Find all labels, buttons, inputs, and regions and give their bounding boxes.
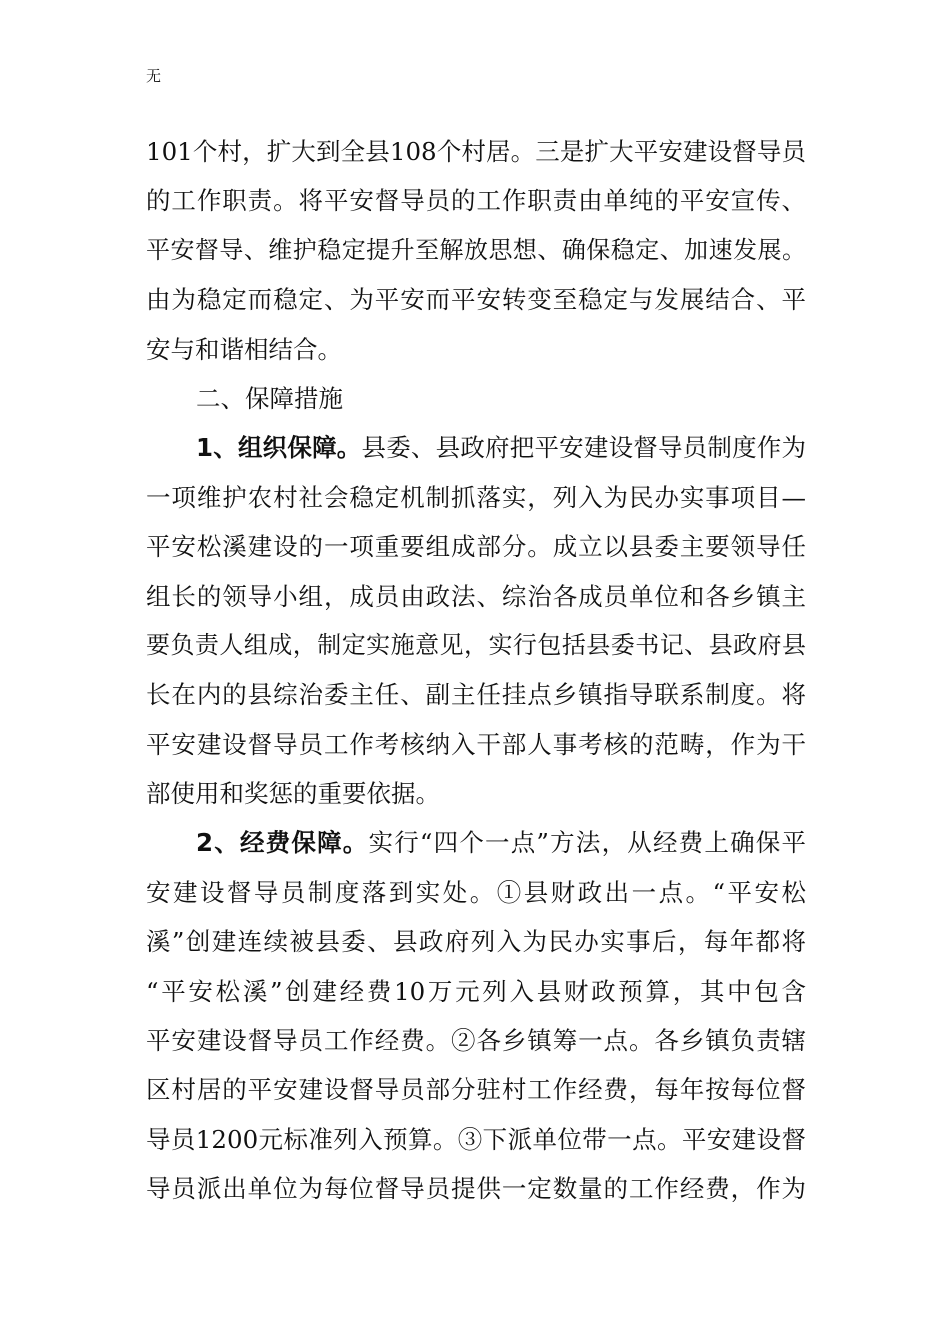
body-line: 平安建设督导员工作考核纳入干部人事考核的范畴，作为干 bbox=[146, 729, 806, 759]
body-line: 区村居的平安建设督导员部分驻村工作经费，每年按每位督 bbox=[146, 1075, 806, 1105]
body-line: 导员派出单位为每位督导员提供一定数量的工作经费，作为 bbox=[146, 1174, 806, 1204]
paragraph-first-line bbox=[146, 423, 806, 472]
body-line: 导员1200元标准列入预算。③下派单位带一点。平安建设督 bbox=[146, 1124, 806, 1154]
body-line: 要负责人组成，制定实施意见，实行包括县委书记、县政府县 bbox=[146, 630, 806, 659]
body-line: 长在内的县综治委主任、副主任挂点乡镇指导联系制度。将 bbox=[146, 680, 806, 710]
body-line: 溪”创建连续被县委、县政府列入为民办实事后，每年都将 bbox=[146, 927, 806, 957]
paragraph-lead: 1、组织保障。 bbox=[196, 433, 362, 463]
body-line: “平安松溪”创建经费10万元列入县财政预算，其中包含 bbox=[146, 976, 806, 1006]
body-line: 一项维护农村社会稳定机制抓落实，列入为民办实事项目— bbox=[146, 482, 806, 512]
body-line: 组长的领导小组，成员由政法、综治各成员单位和各乡镇主 bbox=[146, 581, 806, 611]
body-line: 安与和谐相结合。 bbox=[146, 334, 342, 364]
body-line: 由为稳定而稳定、为平安而平安转变至稳定与发展结合、平 bbox=[146, 285, 806, 315]
document-body bbox=[146, 127, 806, 1214]
paragraph-text: 实行“四个一点”方法，从经费上确保平 bbox=[368, 828, 806, 858]
body-line: 的工作职责。将平安督导员的工作职责由单纯的平安宣传、 bbox=[146, 186, 806, 216]
page-header: 无 bbox=[146, 67, 162, 85]
paragraph-lead: 2、经费保障。 bbox=[196, 828, 369, 858]
body-line: 平安建设督导员工作经费。②各乡镇筹一点。各乡镇负责辖 bbox=[146, 1026, 806, 1056]
paragraph-text: 县委、县政府把平安建设督导员制度作为 bbox=[361, 433, 806, 463]
body-line: 安建设督导员制度落到实处。①县财政出一点。“平安松 bbox=[146, 877, 806, 907]
body-line: 平安督导、维护稳定提升至解放思想、确保稳定、加速发展。 bbox=[146, 235, 806, 264]
body-line: 平安松溪建设的一项重要组成部分。成立以县委主要领导任 bbox=[146, 532, 806, 562]
body-line: 部使用和奖惩的重要依据。 bbox=[146, 779, 440, 809]
paragraph-first-line bbox=[146, 818, 806, 867]
section-heading: 二、保障措施 bbox=[196, 383, 343, 413]
body-line: 101个村，扩大到全县108个村居。三是扩大平安建设督导员 bbox=[146, 137, 806, 166]
